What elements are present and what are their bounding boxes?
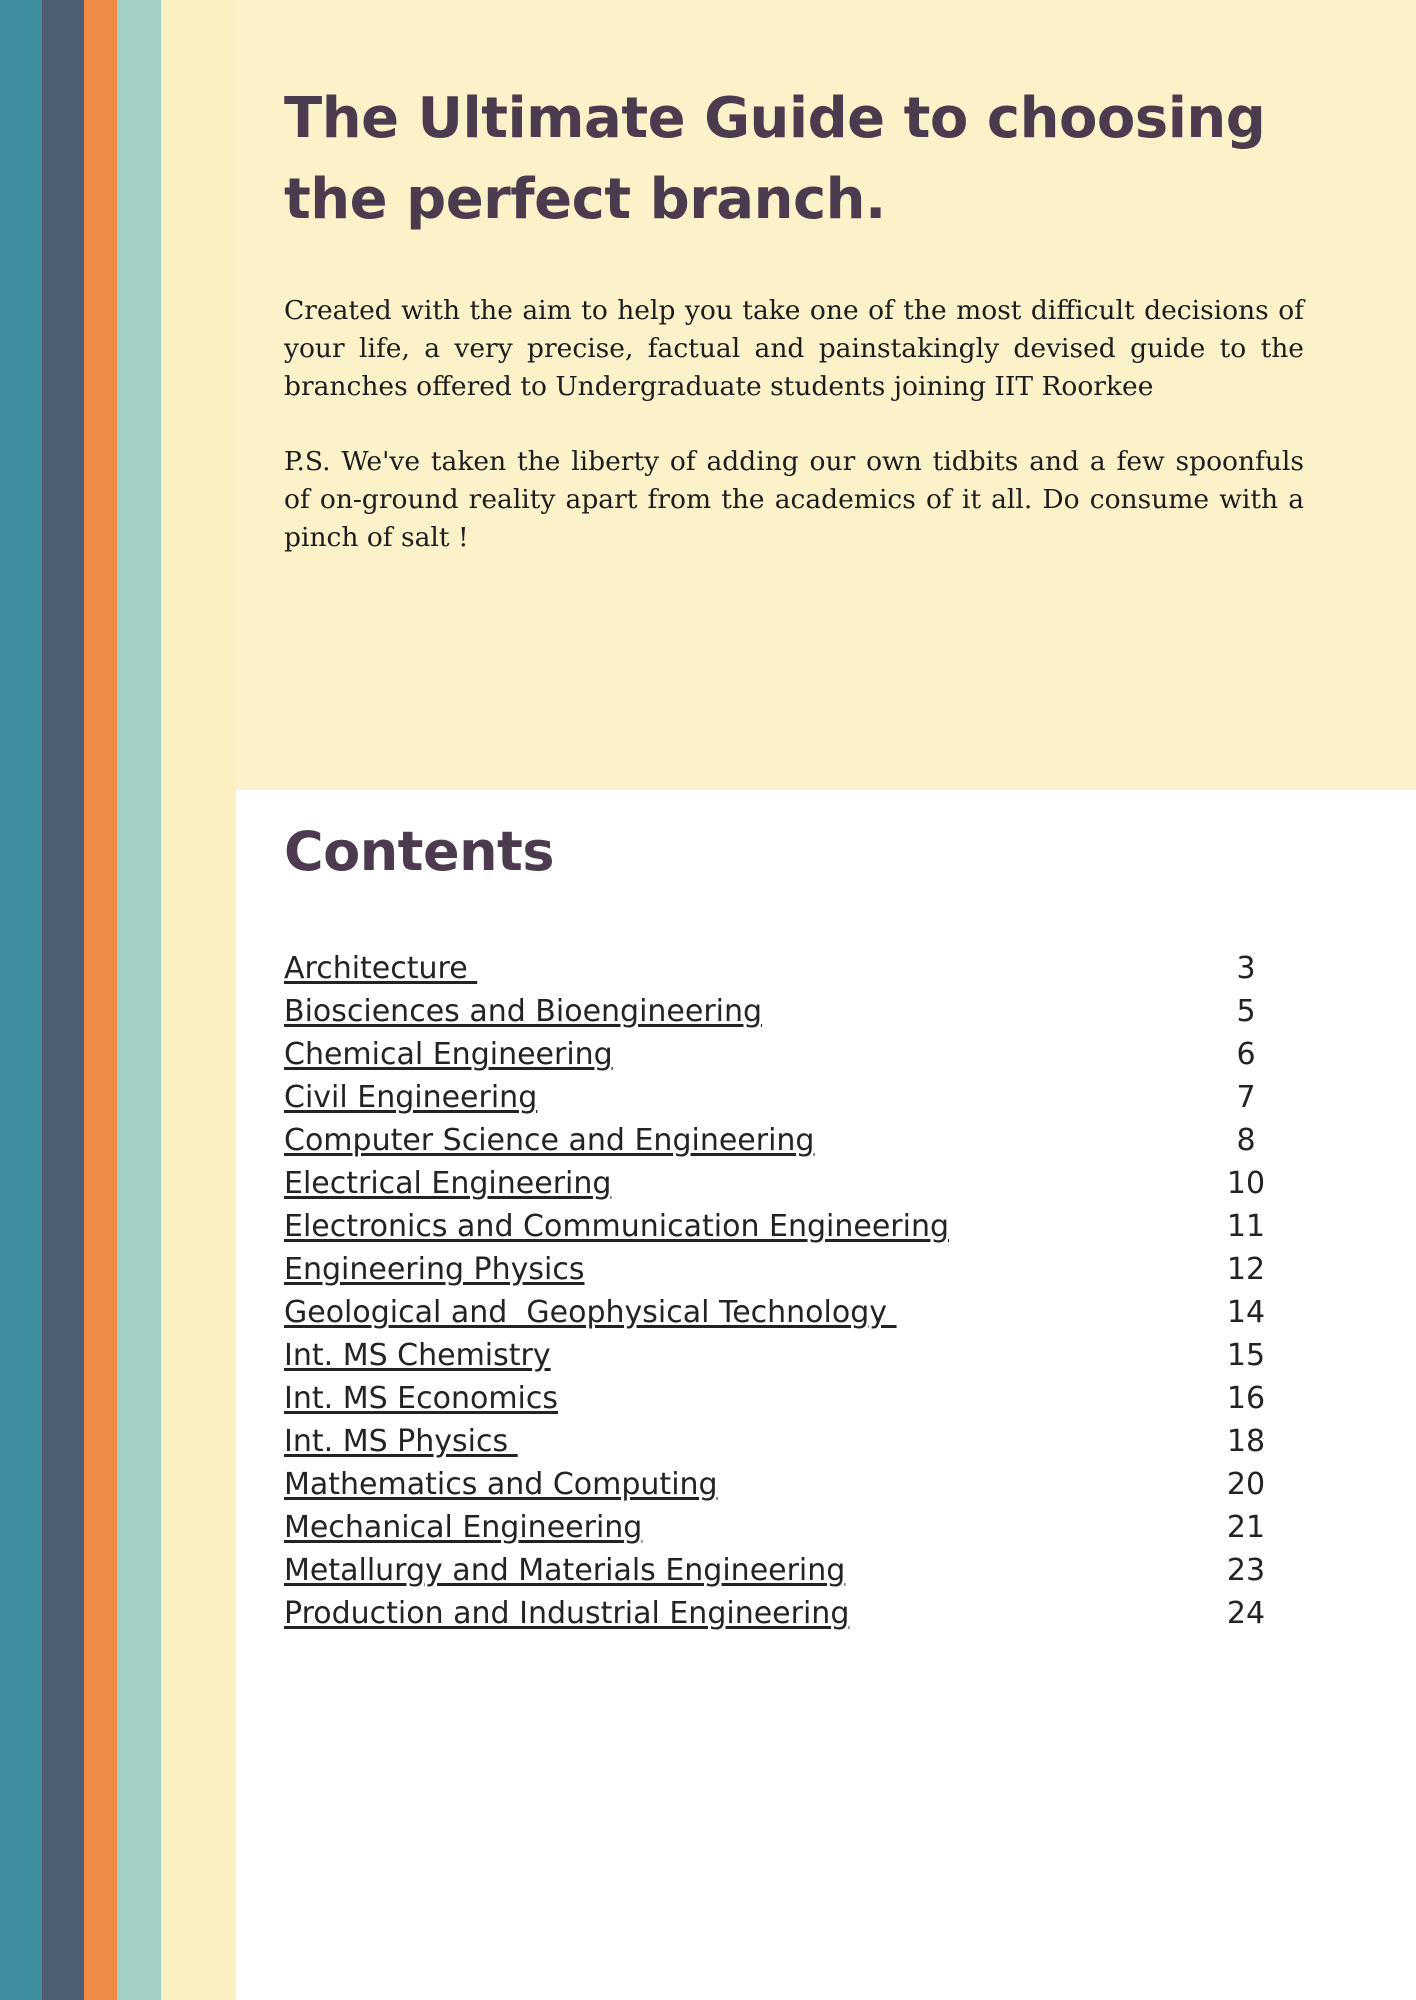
toc-entry-label[interactable]: Production and Industrial Engineering [284,1596,850,1631]
toc-entry-page-number: 15 [1226,1338,1266,1373]
toc-entry[interactable] [284,1123,1294,1158]
toc-entry-label[interactable]: Computer Science and Engineering [284,1123,815,1158]
toc-entry[interactable] [284,951,1294,986]
stripe-cream [161,0,236,2000]
toc-entry[interactable] [284,1467,1294,1502]
toc-entry-label[interactable]: Mechanical Engineering [284,1510,643,1545]
stripe-mint [117,0,161,2000]
toc-entry[interactable] [284,1510,1294,1545]
toc-entry-page-number: 14 [1226,1295,1266,1330]
table-of-contents [284,951,1294,1631]
toc-entry[interactable] [284,1080,1294,1115]
intro-paragraph: Created with the aim to help you take one of the most difficult decisions of your life, a very precise, factual and painstakingly devised guide to the branches offered to Undergraduate students joining IIT Roorkee [284,295,1304,402]
toc-entry[interactable] [284,1424,1294,1459]
toc-entry-page-number: 21 [1226,1510,1266,1545]
toc-entry-label[interactable]: Architecture [284,951,478,986]
toc-entry-label[interactable]: Mathematics and Computing [284,1467,718,1502]
toc-entry[interactable] [284,1037,1294,1072]
toc-entry[interactable] [284,994,1294,1029]
toc-entry[interactable] [284,1596,1294,1631]
toc-entry[interactable] [284,1338,1294,1373]
stripe-teal [0,0,42,2000]
toc-entry-label[interactable]: Int. MS Chemistry [284,1338,551,1373]
toc-entry-page-number: 5 [1236,994,1256,1029]
toc-entry-page-number: 3 [1236,951,1256,986]
toc-entry-label[interactable]: Electronics and Communication Engineering [284,1209,950,1244]
toc-entry-page-number: 11 [1226,1209,1266,1244]
postscript-paragraph: P.S. We've taken the liberty of adding our own tidbits and a few spoonfuls of on-ground reality apart from the academics of it all. Do consume with a pinch of salt ! [284,446,1304,553]
toc-entry-label[interactable]: Int. MS Physics [284,1424,518,1459]
toc-entry[interactable] [284,1166,1294,1201]
toc-entry[interactable] [284,1553,1294,1588]
toc-entry[interactable] [284,1252,1294,1287]
stripe-orange [84,0,117,2000]
toc-entry-label[interactable]: Engineering Physics [284,1252,585,1287]
stripe-slate [42,0,84,2000]
decorative-stripe-bar [0,0,236,2000]
toc-entry[interactable] [284,1295,1294,1330]
toc-entry-page-number: 18 [1226,1424,1266,1459]
toc-entry-page-number: 6 [1236,1037,1256,1072]
contents-heading: Contents [284,820,555,883]
toc-entry-label[interactable]: Biosciences and Bioengineering [284,994,763,1029]
toc-entry[interactable] [284,1209,1294,1244]
toc-entry-page-number: 24 [1226,1596,1266,1631]
toc-entry-page-number: 16 [1226,1381,1266,1416]
toc-entry-label[interactable]: Chemical Engineering [284,1037,613,1072]
toc-entry-page-number: 8 [1236,1123,1256,1158]
toc-entry-label[interactable]: Civil Engineering [284,1080,538,1115]
toc-entry-label[interactable]: Int. MS Economics [284,1381,559,1416]
toc-entry-label[interactable]: Metallurgy and Materials Engineering [284,1553,846,1588]
hero-content [284,78,1339,556]
contents-inner [284,820,1314,1639]
toc-entry-page-number: 20 [1226,1467,1266,1502]
toc-entry-label[interactable]: Electrical Engineering [284,1166,612,1201]
toc-entry-page-number: 10 [1226,1166,1266,1201]
toc-entry-page-number: 12 [1226,1252,1266,1287]
contents-section [236,790,1416,2000]
toc-entry-page-number: 23 [1226,1553,1266,1588]
page-title: The Ultimate Guide to choosing the perfect branch. [284,86,1266,233]
toc-entry[interactable] [284,1381,1294,1416]
toc-entry-page-number: 7 [1236,1080,1256,1115]
toc-entry-label[interactable]: Geological and Geophysical Technology [284,1295,897,1330]
